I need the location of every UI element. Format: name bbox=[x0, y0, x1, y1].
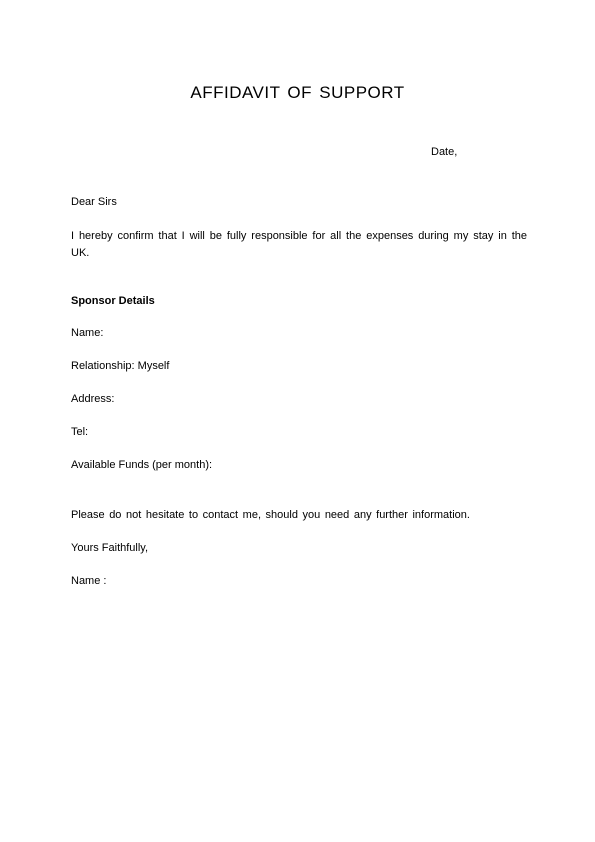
available-funds-field: Available Funds (per month): bbox=[71, 459, 213, 471]
date-label: Date, bbox=[431, 146, 458, 158]
confirmation-paragraph: I hereby confirm that I will be fully responsible for all the expenses during my stay in the UK. bbox=[71, 230, 527, 259]
sponsor-address-field: Address: bbox=[71, 393, 115, 405]
sponsor-name-field: Name: bbox=[71, 327, 104, 339]
salutation: Dear Sirs bbox=[71, 196, 117, 208]
signature-name-field: Name : bbox=[71, 575, 107, 587]
sponsor-tel-field: Tel: bbox=[71, 426, 89, 438]
closing-note: Please do not hesitate to contact me, should you need any further information. bbox=[71, 509, 470, 521]
sign-off: Yours Faithfully, bbox=[71, 542, 149, 554]
sponsor-relationship-field: Relationship: Myself bbox=[71, 360, 170, 372]
sponsor-details-heading: Sponsor Details bbox=[71, 295, 155, 307]
document-title: AFFIDAVIT OF SUPPORT bbox=[190, 83, 405, 102]
